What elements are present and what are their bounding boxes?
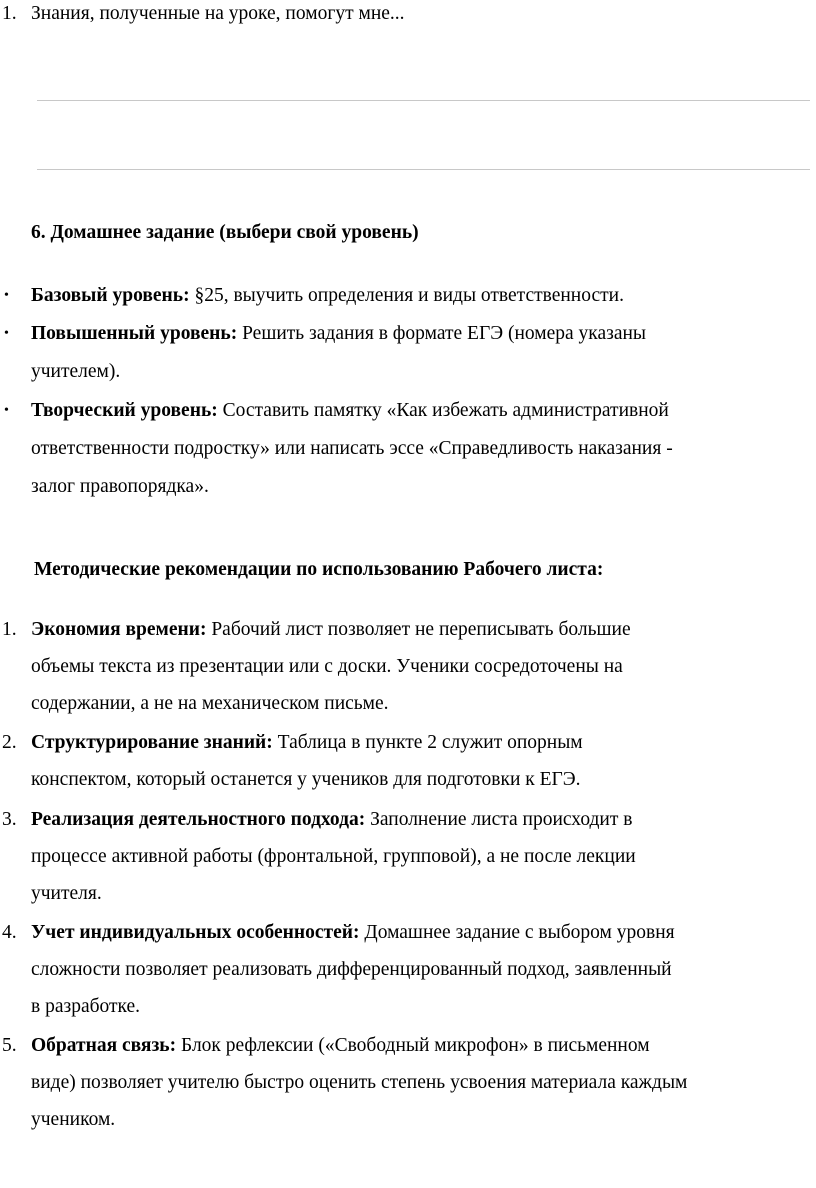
- item-line: конспектом, который останется у учеников для подготовки к ЕГЭ.: [31, 769, 581, 790]
- item-line: учителя.: [31, 883, 102, 904]
- recommendations-heading: Методические рекомендации по использованию Рабочего листа:: [34, 559, 604, 580]
- item-line: учеником.: [31, 1109, 116, 1130]
- item-label: Учет индивидуальных особенностей:: [31, 922, 360, 943]
- item-line: Заполнение листа происходит в: [370, 809, 633, 830]
- item-line: Блок рефлексии («Свободный микрофон» в письменном: [181, 1035, 650, 1056]
- item-label: Обратная связь:: [31, 1035, 177, 1056]
- list-number: 3.: [2, 809, 17, 830]
- item-line: содержании, а не на механическом письме.: [31, 693, 389, 714]
- homework-heading: 6. Домашнее задание (выбери свой уровень): [31, 222, 419, 243]
- list-item-text: Знания, полученные на уроке, помогут мне...: [31, 3, 405, 24]
- list-number: 1.: [2, 619, 17, 640]
- item-line: залог правопорядка».: [31, 476, 209, 497]
- item-line: Решить задания в формате ЕГЭ (номера указаны: [242, 323, 647, 344]
- list-number: 4.: [2, 922, 17, 943]
- level-label: Творческий уровень:: [31, 400, 218, 421]
- item-label: Реализация деятельностного подхода:: [31, 809, 366, 830]
- item-label: Структурирование знаний:: [31, 732, 273, 753]
- bullet-icon: •: [4, 288, 9, 303]
- item-line: Домашнее задание с выбором уровня: [364, 922, 675, 943]
- item-line: Рабочий лист позволяет не переписывать большие: [211, 619, 631, 640]
- bullet-icon: •: [4, 403, 9, 418]
- item-line: сложности позволяет реализовать дифференцированный подход, заявленный: [31, 959, 672, 980]
- level-label: Базовый уровень:: [31, 285, 190, 306]
- answer-line: [37, 100, 810, 101]
- level-label: Повышенный уровень:: [31, 323, 238, 344]
- list-number: 2.: [2, 732, 17, 753]
- item-line: §25, выучить определения и виды ответственности.: [194, 285, 624, 306]
- item-line: Таблица в пункте 2 служит опорным: [277, 732, 583, 753]
- list-number: 5.: [2, 1035, 17, 1056]
- item-line: в разработке.: [31, 996, 141, 1017]
- item-line: виде) позволяет учителю быстро оценить степень усвоения материала каждым: [31, 1072, 688, 1093]
- item-line: Составить памятку «Как избежать административной: [222, 400, 669, 421]
- answer-line: [37, 169, 810, 170]
- list-number: 1.: [2, 3, 17, 24]
- item-label: Экономия времени:: [31, 619, 207, 640]
- item-line: учителем).: [31, 361, 121, 382]
- item-line: ответственности подростку» или написать эссе «Справедливость наказания -: [31, 438, 673, 459]
- item-line: объемы текста из презентации или с доски. Ученики сосредоточены на: [31, 656, 623, 677]
- bullet-icon: •: [4, 326, 9, 341]
- item-line: процессе активной работы (фронтальной, групповой), а не после лекции: [31, 846, 636, 867]
